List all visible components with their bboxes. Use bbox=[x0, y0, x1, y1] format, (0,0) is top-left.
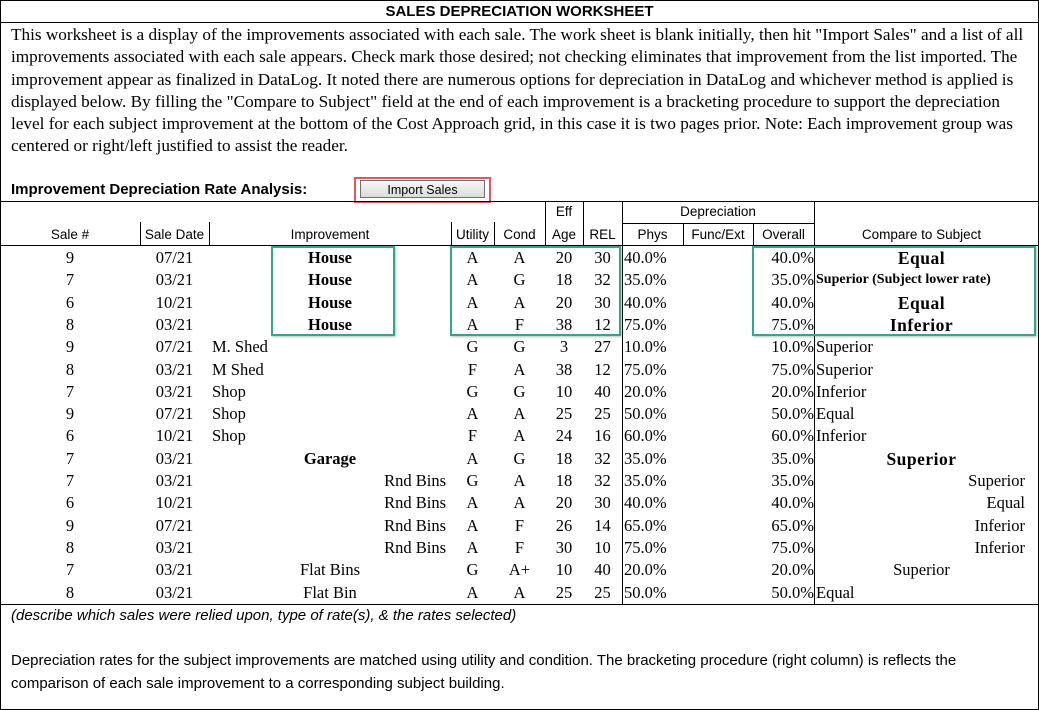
cell-utility: A bbox=[466, 314, 479, 334]
table-top-border bbox=[0, 201, 1039, 202]
cell-cond: F bbox=[514, 515, 525, 535]
cell-phys: 35.0% bbox=[624, 471, 667, 490]
cell-age: 20 bbox=[555, 248, 573, 267]
cell-overall: 60.0% bbox=[771, 426, 814, 446]
cell-rel: 14 bbox=[594, 515, 611, 535]
cell-phys: 50.0% bbox=[624, 582, 667, 602]
cell-improvement: Garage bbox=[303, 448, 357, 468]
header-improvement: Improvement bbox=[290, 227, 370, 242]
cell-age: 38 bbox=[555, 359, 573, 379]
import-sales-button[interactable]: Import Sales bbox=[360, 180, 485, 198]
cell-rel: 40 bbox=[594, 560, 611, 580]
cell-func-ext bbox=[683, 292, 753, 314]
cell-sale-date: 07/21 bbox=[155, 404, 194, 424]
cell-compare-to-subject: Superior bbox=[886, 448, 957, 469]
cell-age: 30 bbox=[555, 537, 573, 557]
cell-improvement: Flat Bin bbox=[303, 582, 357, 602]
cell-overall: 75.0% bbox=[771, 359, 814, 379]
cell-rel: 10 bbox=[594, 537, 611, 557]
cell-sale-date: 03/21 bbox=[155, 270, 194, 290]
cell-func-ext bbox=[683, 537, 753, 559]
cell-improvement: House bbox=[307, 248, 352, 267]
house-improvement-highlight bbox=[271, 246, 395, 336]
header-phys: Phys bbox=[637, 227, 668, 242]
cell-rel: 12 bbox=[594, 314, 611, 334]
cell-improvement: Rnd Bins bbox=[384, 471, 446, 490]
cell-age: 25 bbox=[555, 404, 573, 424]
cell-sale-date: 03/21 bbox=[155, 471, 194, 490]
cell-sale-date: 10/21 bbox=[155, 426, 194, 446]
cell-cond: F bbox=[514, 537, 525, 557]
cell-func-ext bbox=[683, 492, 753, 514]
cell-utility: A bbox=[466, 248, 479, 267]
describe-note: (describe which sales were relied upon, type of rate(s), & the rates selected) bbox=[11, 607, 517, 624]
cell-sale-number: 8 bbox=[65, 582, 75, 602]
cell-utility: G bbox=[466, 381, 479, 401]
cell-overall: 35.0% bbox=[771, 448, 814, 468]
cell-cond: A bbox=[513, 248, 526, 267]
cell-sale-date: 07/21 bbox=[155, 248, 194, 267]
page-title: SALES DEPRECIATION WORKSHEET bbox=[385, 3, 654, 20]
header-age: Age bbox=[551, 227, 577, 242]
header-sale-number: Sale # bbox=[50, 227, 90, 242]
cell-phys: 75.0% bbox=[624, 314, 667, 334]
cell-compare-to-subject: Inferior bbox=[816, 426, 867, 446]
cell-utility: A bbox=[466, 404, 479, 424]
cell-sale-number: 7 bbox=[65, 448, 75, 468]
cell-sale-number: 6 bbox=[65, 292, 75, 312]
cell-func-ext bbox=[683, 314, 753, 336]
header-utility: Utility bbox=[456, 227, 489, 242]
cell-compare-to-subject: Superior bbox=[968, 471, 1025, 490]
cell-utility: A bbox=[466, 582, 479, 602]
cell-sale-date: 03/21 bbox=[155, 448, 194, 468]
house-ratings-highlight bbox=[450, 246, 621, 336]
cell-rel: 12 bbox=[594, 359, 611, 379]
cell-compare-to-subject: Superior bbox=[893, 560, 950, 580]
cell-cond: A bbox=[513, 359, 526, 379]
cell-sale-number: 8 bbox=[65, 314, 75, 334]
cell-phys: 35.0% bbox=[624, 448, 667, 468]
cell-sale-date: 07/21 bbox=[155, 337, 194, 357]
cell-phys: 10.0% bbox=[624, 337, 667, 357]
cell-func-ext bbox=[683, 381, 753, 403]
cell-func-ext bbox=[683, 247, 753, 269]
cell-phys: 40.0% bbox=[624, 493, 667, 513]
cell-age: 24 bbox=[555, 426, 573, 446]
cell-cond: A bbox=[513, 426, 526, 446]
cell-age: 25 bbox=[555, 582, 573, 602]
header-func-ext: Func/Ext bbox=[691, 227, 745, 242]
cell-sale-number: 6 bbox=[65, 493, 75, 513]
cell-improvement: Rnd Bins bbox=[384, 493, 446, 513]
cell-overall: 40.0% bbox=[771, 493, 814, 513]
analysis-label: Improvement Depreciation Rate Analysis: bbox=[11, 181, 308, 198]
cell-func-ext bbox=[683, 448, 753, 470]
cell-overall: 65.0% bbox=[771, 515, 814, 535]
cell-overall: 75.0% bbox=[771, 314, 814, 334]
header-compare-to-subject: Compare to Subject bbox=[861, 227, 982, 242]
cell-func-ext bbox=[683, 582, 753, 604]
cell-overall: 40.0% bbox=[771, 292, 814, 312]
cell-age: 18 bbox=[555, 471, 573, 490]
cell-improvement: Shop bbox=[212, 426, 246, 446]
cell-func-ext bbox=[683, 559, 753, 581]
cell-utility: G bbox=[466, 471, 479, 490]
cell-cond: A bbox=[513, 582, 526, 602]
cell-phys: 20.0% bbox=[624, 560, 667, 580]
cell-compare-to-subject: Superior (Subject lower rate) bbox=[816, 272, 991, 288]
cell-improvement: M. Shed bbox=[212, 337, 268, 357]
cell-compare-to-subject: Equal bbox=[816, 582, 855, 602]
cell-sale-number: 6 bbox=[65, 426, 75, 446]
cell-phys: 40.0% bbox=[624, 248, 667, 267]
cell-sale-date: 03/21 bbox=[155, 537, 194, 557]
cell-compare-to-subject: Inferior bbox=[974, 537, 1025, 557]
cell-compare-to-subject: Equal bbox=[816, 404, 855, 424]
cell-compare-to-subject: Inferior bbox=[974, 515, 1025, 535]
cell-rel: 16 bbox=[594, 426, 611, 446]
cell-age: 20 bbox=[555, 292, 573, 312]
cell-cond: F bbox=[514, 314, 525, 334]
cell-utility: F bbox=[467, 426, 478, 446]
cell-improvement: Shop bbox=[212, 381, 246, 401]
cell-func-ext bbox=[683, 470, 753, 492]
cell-rel: 30 bbox=[594, 493, 611, 513]
cell-utility: A bbox=[466, 448, 479, 468]
cell-func-ext bbox=[683, 359, 753, 381]
cell-age: 3 bbox=[559, 337, 569, 357]
cell-rel: 25 bbox=[594, 404, 611, 424]
cell-rel: 40 bbox=[594, 381, 611, 401]
cell-improvement: Rnd Bins bbox=[384, 515, 446, 535]
cell-improvement: Shop bbox=[212, 404, 246, 424]
header-eff: Eff bbox=[555, 204, 573, 219]
cell-overall: 20.0% bbox=[771, 560, 814, 580]
cell-sale-number: 9 bbox=[65, 515, 75, 535]
cell-utility: G bbox=[466, 337, 479, 357]
cell-sale-date: 03/21 bbox=[155, 359, 194, 379]
cell-func-ext bbox=[683, 403, 753, 425]
cell-rel: 30 bbox=[594, 292, 611, 312]
cell-improvement: M Shed bbox=[212, 359, 264, 379]
cell-overall: 35.0% bbox=[771, 270, 814, 290]
header-depreciation: Depreciation bbox=[680, 204, 756, 219]
cell-age: 18 bbox=[555, 448, 573, 468]
cell-age: 10 bbox=[555, 560, 573, 580]
cell-phys: 75.0% bbox=[624, 359, 667, 379]
cell-utility: A bbox=[466, 270, 479, 290]
cell-overall: 50.0% bbox=[771, 404, 814, 424]
cell-compare-to-subject: Equal bbox=[986, 493, 1025, 513]
cell-rel: 32 bbox=[594, 448, 611, 468]
col-divider bbox=[622, 201, 623, 605]
cell-utility: A bbox=[466, 515, 479, 535]
cell-cond: G bbox=[513, 381, 526, 401]
cell-sale-number: 8 bbox=[65, 359, 75, 379]
table-bottom-border bbox=[0, 604, 1039, 605]
cell-utility: A bbox=[466, 292, 479, 312]
cell-sale-number: 7 bbox=[65, 381, 75, 401]
cell-func-ext bbox=[683, 269, 753, 291]
cell-cond: A bbox=[513, 404, 526, 424]
cell-func-ext bbox=[683, 336, 753, 358]
cell-compare-to-subject: Superior bbox=[816, 359, 873, 379]
cell-overall: 40.0% bbox=[771, 248, 814, 267]
cell-cond: A+ bbox=[508, 560, 531, 580]
cell-sale-date: 07/21 bbox=[155, 515, 194, 535]
cell-func-ext bbox=[683, 515, 753, 537]
cell-rel: 32 bbox=[594, 471, 611, 490]
cell-rel: 32 bbox=[594, 270, 611, 290]
title-divider bbox=[0, 22, 1039, 23]
header-overall: Overall bbox=[762, 227, 805, 242]
cell-cond: A bbox=[513, 493, 526, 513]
cell-phys: 60.0% bbox=[624, 426, 667, 446]
cell-improvement: Rnd Bins bbox=[384, 537, 446, 557]
cell-sale-number: 8 bbox=[65, 537, 75, 557]
cell-compare-to-subject: Superior bbox=[816, 337, 873, 357]
cell-utility: G bbox=[466, 560, 479, 580]
cell-phys: 20.0% bbox=[624, 381, 667, 401]
conclusion-paragraph: Depreciation rates for the subject improvements are matched using utility and condition. The bracketing procedure (right column) is reflects the comparison of each sale improvement to a corresponding subject building. bbox=[11, 652, 957, 692]
cell-utility: A bbox=[466, 493, 479, 513]
header-cond: Cond bbox=[503, 227, 536, 242]
cell-cond: G bbox=[513, 337, 526, 357]
cell-utility: A bbox=[466, 537, 479, 557]
cell-phys: 75.0% bbox=[624, 537, 667, 557]
cell-func-ext bbox=[683, 425, 753, 447]
cell-cond: G bbox=[513, 448, 526, 468]
cell-overall: 75.0% bbox=[771, 537, 814, 557]
cell-sale-number: 7 bbox=[65, 270, 75, 290]
cell-rel: 30 bbox=[594, 248, 611, 267]
cell-phys: 35.0% bbox=[624, 270, 667, 290]
header-rel: REL bbox=[589, 227, 616, 242]
cell-cond: A bbox=[513, 292, 526, 312]
cell-overall: 50.0% bbox=[771, 582, 814, 602]
cell-sale-number: 7 bbox=[65, 560, 75, 580]
cell-sale-date: 10/21 bbox=[155, 493, 194, 513]
cell-sale-number: 9 bbox=[65, 337, 75, 357]
intro-paragraph: This worksheet is a display of the improvements associated with each sale. The work sheet is blank initially, then hit "Import Sales" and a list of all improvements associated with each sale appears. Check mark those desired; not checking eliminates that improvement from the list imported. The improvement appear as finalized in DataLog. It noted there are numerous options for depreciation in DataLog and whichever method is applied is displayed below. By filling the "Compare to Subject" field at the end of each improvement is a bracketing procedure to support the depreciation level for each subject improvement at the bottom of the Cost Approach grid, in this case it is two pages prior. Note: Each improvement group was centered or right/left justified to assist the reader. bbox=[11, 25, 1024, 156]
cell-overall: 20.0% bbox=[771, 381, 814, 401]
cell-improvement: House bbox=[307, 270, 352, 290]
cell-overall: 35.0% bbox=[771, 471, 814, 490]
cell-phys: 50.0% bbox=[624, 404, 667, 424]
cell-compare-to-subject: Inferior bbox=[816, 381, 867, 401]
cell-age: 18 bbox=[555, 270, 573, 290]
cell-sale-date: 03/21 bbox=[155, 381, 194, 401]
cell-age: 26 bbox=[555, 515, 573, 535]
cell-cond: A bbox=[513, 471, 526, 490]
depreciation-subheader-border bbox=[622, 223, 814, 224]
cell-compare-to-subject: Equal bbox=[897, 248, 946, 268]
cell-improvement: Flat Bins bbox=[299, 560, 361, 580]
cell-age: 10 bbox=[555, 381, 573, 401]
cell-overall: 10.0% bbox=[771, 337, 814, 357]
cell-rel: 27 bbox=[594, 337, 611, 357]
cell-age: 38 bbox=[555, 314, 573, 334]
cell-utility: F bbox=[467, 359, 478, 379]
cell-improvement: House bbox=[307, 292, 352, 312]
cell-sale-number: 9 bbox=[65, 248, 75, 267]
cell-compare-to-subject: Inferior bbox=[889, 314, 954, 335]
cell-sale-date: 03/21 bbox=[155, 560, 194, 580]
header-sale-date: Sale Date bbox=[144, 227, 205, 242]
cell-phys: 40.0% bbox=[624, 292, 667, 312]
cell-sale-date: 03/21 bbox=[155, 582, 194, 602]
cell-sale-date: 10/21 bbox=[155, 292, 194, 312]
cell-sale-number: 9 bbox=[65, 404, 75, 424]
cell-improvement: House bbox=[307, 314, 352, 334]
cell-age: 20 bbox=[555, 493, 573, 513]
cell-cond: G bbox=[513, 270, 526, 290]
cell-compare-to-subject: Equal bbox=[897, 292, 946, 313]
cell-phys: 65.0% bbox=[624, 515, 667, 535]
cell-rel: 25 bbox=[594, 582, 611, 602]
cell-sale-date: 03/21 bbox=[155, 314, 194, 334]
cell-sale-number: 7 bbox=[65, 471, 75, 490]
house-overall-compare-highlight bbox=[752, 246, 1036, 336]
